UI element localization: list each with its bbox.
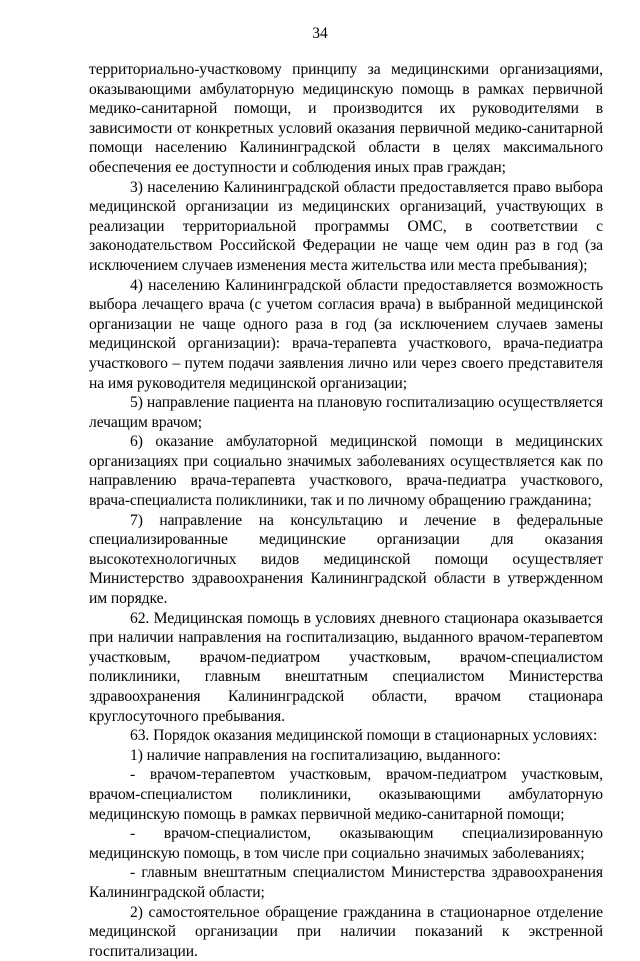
paragraph-section-62: 62. Медицинская помощь в условиях дневного стационара оказывается при наличии направления на госпитализацию, выданного врачом-терапевтом участковым, врачом-педиатром участковым, врачом-специалистом поликлиники, главным внештатным специалистом Министерства здравоохранения Калининградской области, врачом стационара круглосуточного пребывания. [89, 609, 603, 725]
paragraph-section-63: 63. Порядок оказания медицинской помощи в стационарных условиях: [130, 727, 598, 745]
paragraph-item-7: 7) направление на консультацию и лечение в федеральные специализированные медицинские организации для оказания высокотехнологичных видов медицинской помощи осуществляет Министерство здравоохранения Калининградской области в утвержденном им порядке. [89, 511, 603, 608]
document-body [89, 60, 603, 961]
paragraph-63-dash-1: - врачом-терапевтом участковым, врачом-педиатром участковым, врачом-специалистом поликлиники, оказывающими амбулаторную медицинскую помощь в рамках первичной медико-санитарной помощи; [89, 766, 603, 823]
page-number: 34 [312, 25, 328, 42]
paragraph-63-item-1: 1) наличие направления на госпитализацию, выданного: [130, 746, 501, 764]
paragraph-item-3: 3) населению Калининградской области предоставляется право выбора медицинской организации из медицинских организаций, участвующих в реализации территориальной программы ОМС, в соответствии с законодательством Российской Федерации не чаще чем один раз в год (за исключением случаев изменения места жительства или места пребывания); [89, 178, 603, 274]
paragraph-item-6: 6) оказание амбулаторной медицинской помощи в медицинских организациях при социально значимых заболеваниях осуществляется как по направлению врача-терапевта участкового, врача-педиатра участкового, врача-специалиста поликлиники, так и по личному обращению гражданина; [89, 433, 603, 510]
paragraph-63-dash-3: - главным внештатным специалистом Министерства здравоохранения Калининградской области; [89, 864, 603, 901]
paragraph-63-dash-2: - врачом-специалистом, оказывающим специализированную медицинскую помощь, в том числе при социально значимых заболеваниях; [89, 825, 603, 862]
paragraph-item-5: 5) направление пациента на плановую госпитализацию осуществляется лечащим врачом; [89, 394, 603, 431]
paragraph-continuation: территориально-участковому принципу за медицинскими организациями, оказывающими амбулаторную медицинскую помощь в рамках первичной медико-санитарной помощи, и производится их руководителями в зависимости от конкретных условий оказания первичной медико-санитарной помощи населению Калининградской области в целях максимального обеспечения ее доступности и соблюдения иных прав граждан; [89, 61, 603, 176]
paragraph-item-4: 4) населению Калининградской области предоставляется возможность выбора лечащего врача (с учетом согласия врача) в выбранной медицинской организации не чаще одного раза в год (за исключением случаев замены медицинской организации): врача-терапевта участкового, врача-педиатра участкового – путем подачи заявления лично или через своего представителя на имя руководителя медицинской организации; [89, 276, 603, 392]
paragraph-63-item-2: 2) самостоятельное обращение гражданина в стационарное отделение медицинской организации при наличии показаний к экстренной госпитализации. [89, 903, 603, 960]
